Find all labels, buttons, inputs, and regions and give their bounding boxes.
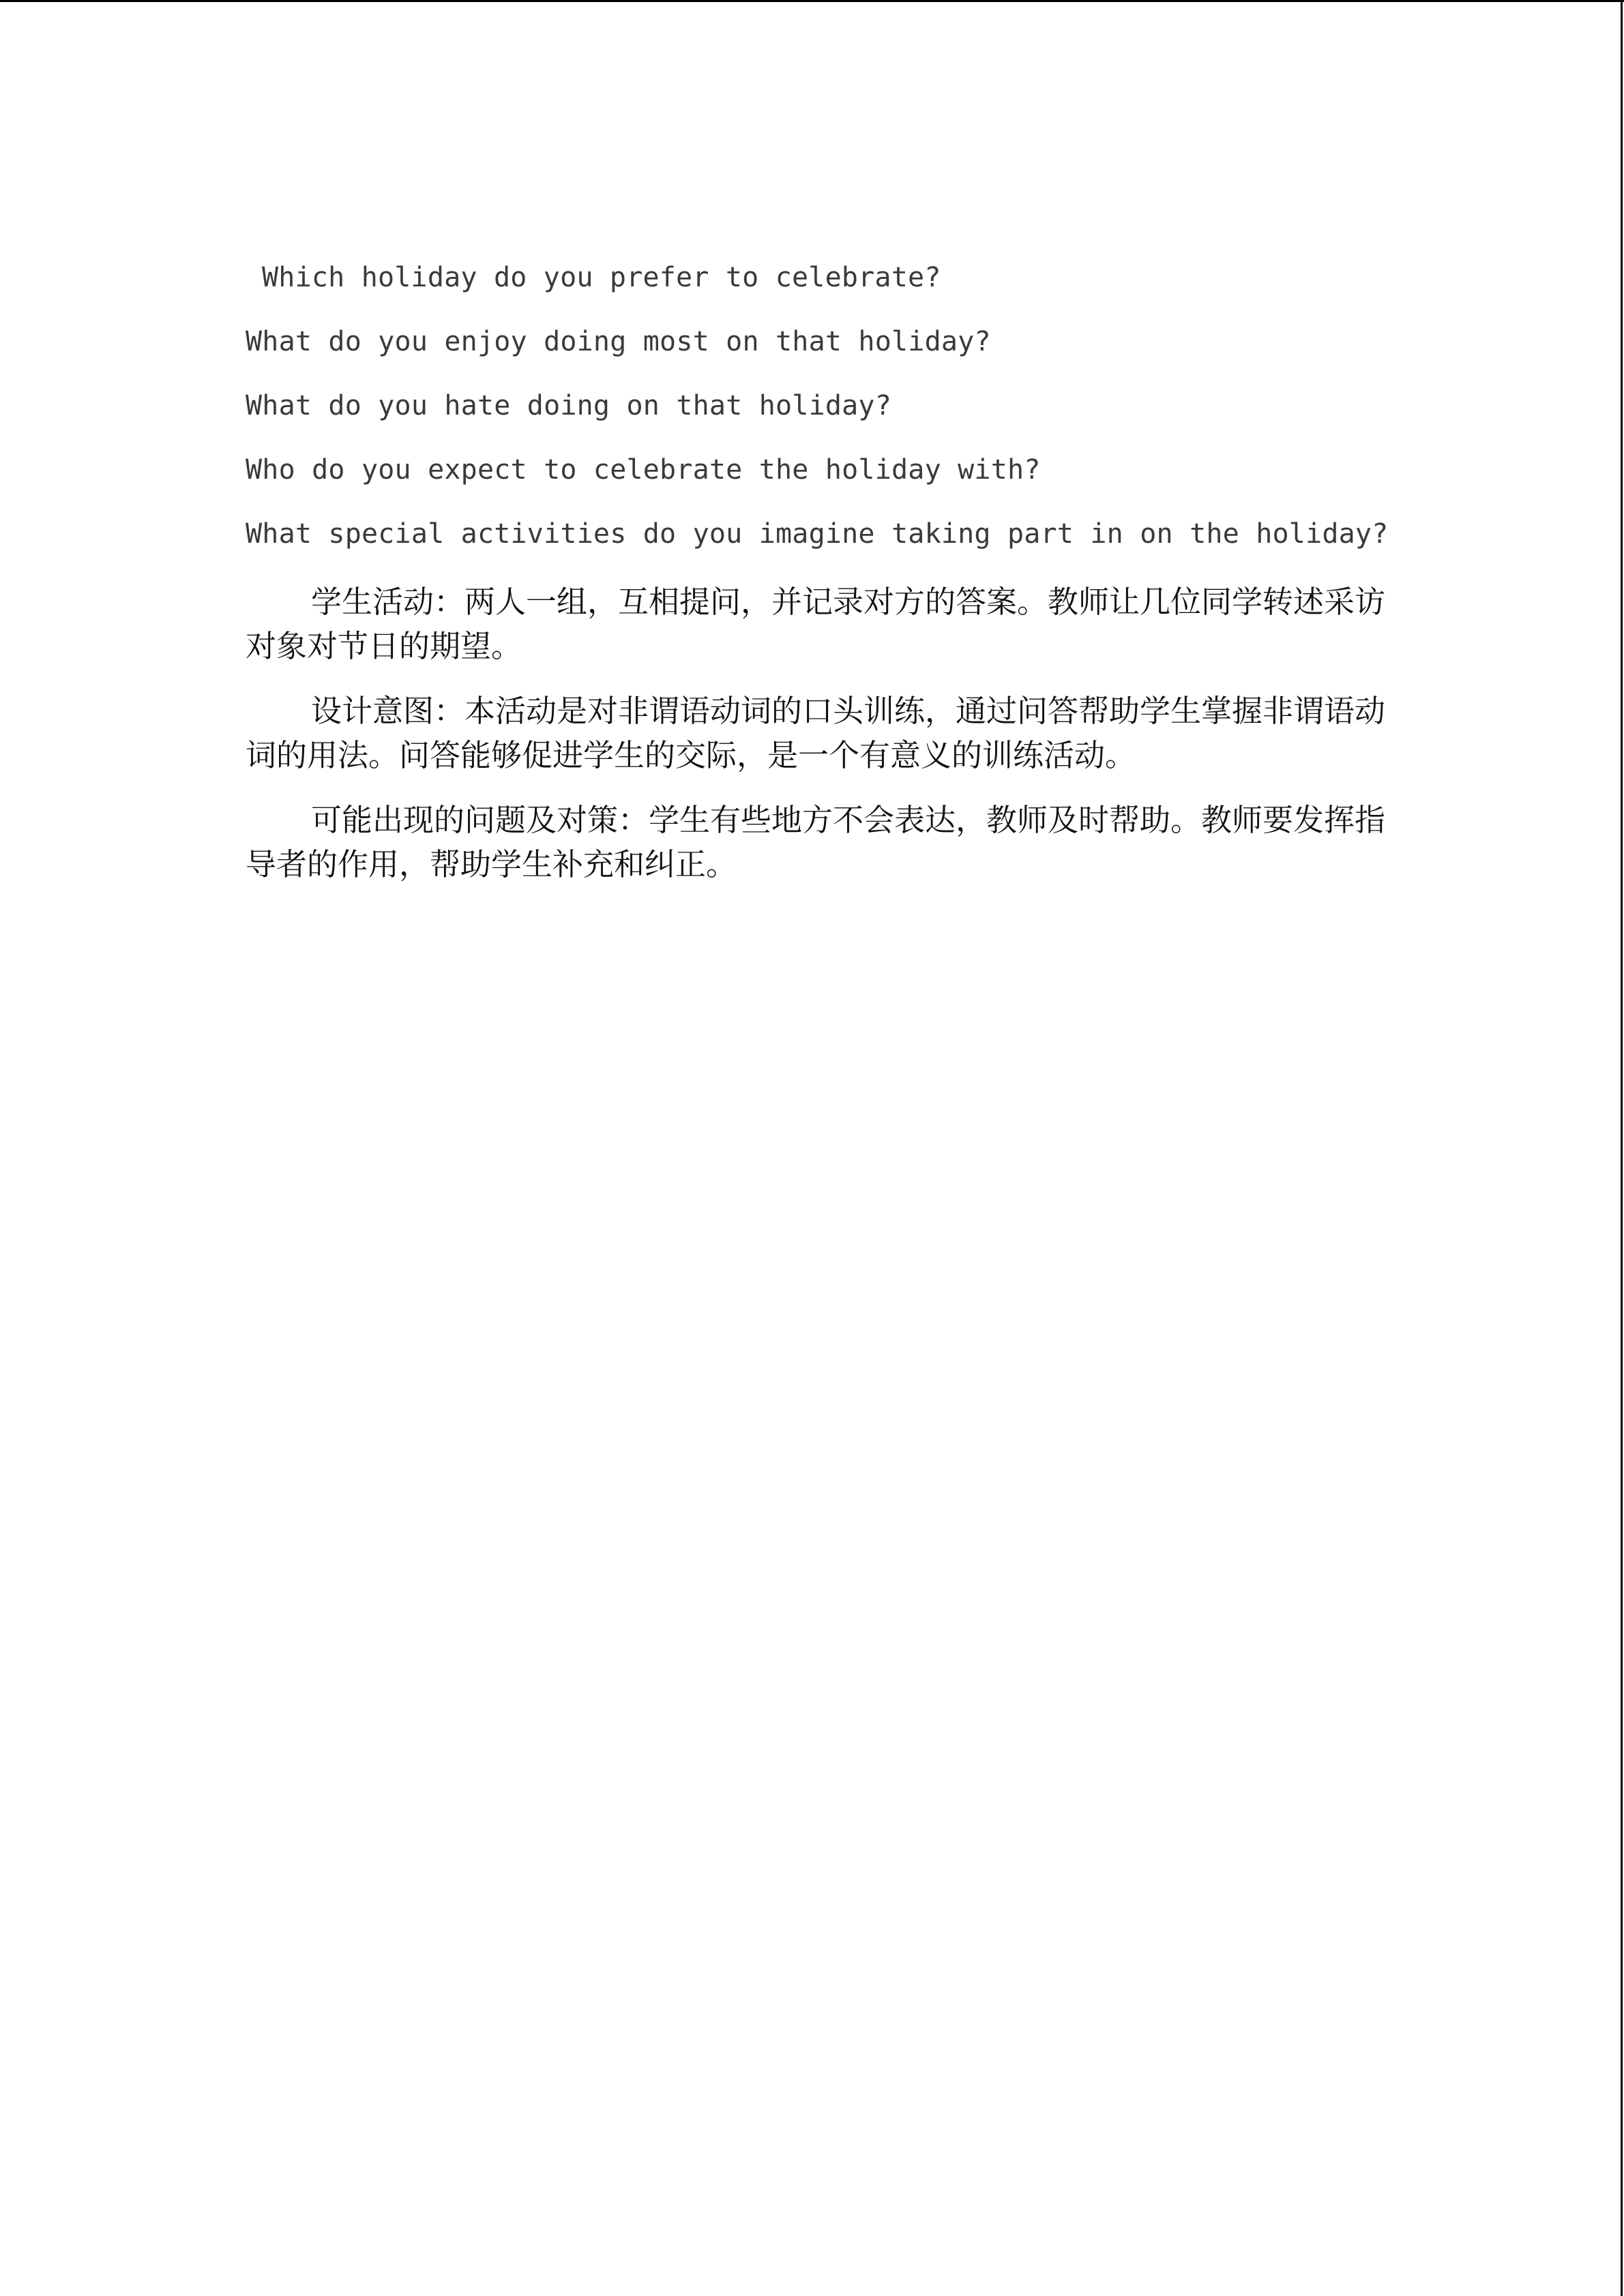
design-intent-paragraph: 设计意图：本活动是对非谓语动词的口头训练，通过问答帮助学生掌握非谓语动词的用法。问答能够促进学生的交际，是一个有意义的训练活动。 <box>246 693 1386 773</box>
document-content <box>246 259 1391 907</box>
question-line-1: Which holiday do you prefer to celebrate? <box>262 262 941 293</box>
question-line-3: What do you hate doing on that holiday? <box>246 390 891 421</box>
student-activity-paragraph: 学生活动：两人一组，互相提问，并记录对方的答案。教师让几位同学转述采访对象对节日的期望。 <box>246 584 1386 664</box>
question-line-2: What do you enjoy doing most on that holiday? <box>246 326 991 357</box>
page-top-border <box>0 0 1624 2</box>
problems-solutions-paragraph: 可能出现的问题及对策：学生有些地方不会表达，教师及时帮助。教师要发挥指导者的作用，帮助学生补充和纠正。 <box>246 802 1386 882</box>
question-line-4: Who do you expect to celebrate the holiday with? <box>246 454 1041 486</box>
question-line-5: What special activities do you imagine taking part in on the holiday? <box>246 518 1389 550</box>
page-right-border <box>1621 0 1623 2296</box>
